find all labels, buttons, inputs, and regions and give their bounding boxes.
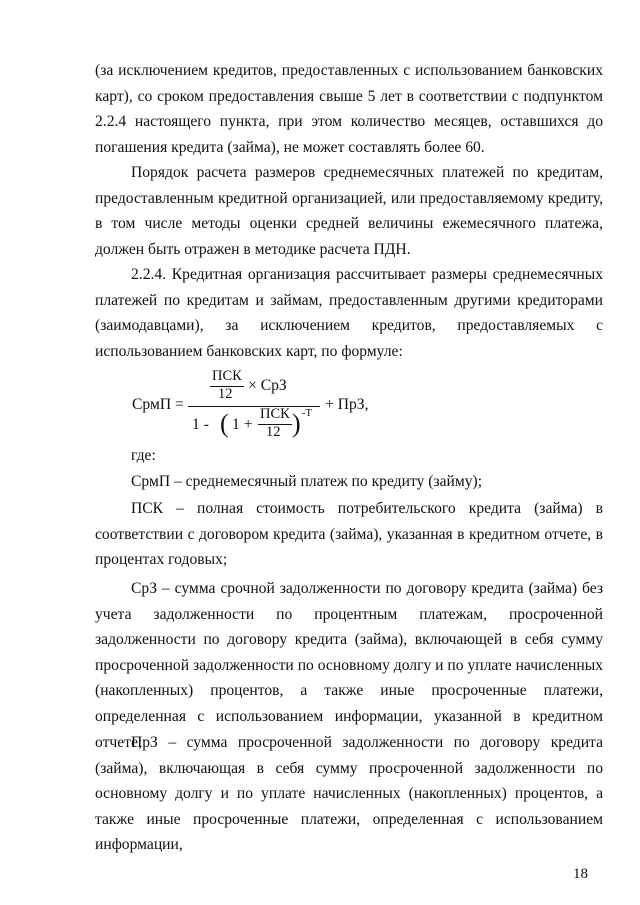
formula-den-12: 12 <box>266 424 281 440</box>
paragraph-calculation-order: Порядок расчета размеров среднемесячных платежей по кредитам, предоставленным кредитной организацией, или предоставляемому кредиту, в том числе методы оценки средней величины ежемесячного платежа, должен быть отражен в методике расчета ПДН. <box>95 164 603 258</box>
page-number: 18 <box>573 866 588 882</box>
formula-plus-prz: + ПрЗ, <box>325 396 369 413</box>
definition-srmp: СрмП – среднемесячный платеж по кредиту (займу); <box>131 473 483 490</box>
formula-num-12: 12 <box>218 386 233 402</box>
definition-srz: СрЗ – сумма срочной задолженности по договору кредита (займа) без учета задолженности по процентным платежам, просроченной задолженности по договору кредита (займа), включающей в себя сумму просроченной задолженности по основному долгу и по уплате начисленных (накопленных) процентов, а также иные просроченные платежи, определенная с использованием информации, указанной в кредитном отчете; <box>95 580 603 751</box>
definition-psk: ПСК – полная стоимость потребительского кредита (займа) в соответствии с договором кредита (займа), указанная в кредитном отчете, в процентах годовых; <box>95 500 603 569</box>
where-label: где: <box>131 447 156 464</box>
paragraph-continuation: (за исключением кредитов, предоставленных с использованием банковских карт), со сроком предоставления свыше 5 лет в соответствии с подпунктом 2.2.4 настоящего пункта, при этом количество месяцев, оставшихся до погашения кредита (займа), не может составлять более 60. <box>95 62 603 156</box>
formula-average-monthly-payment <box>132 368 392 444</box>
paragraph-2-2-4: 2.2.4. Кредитная организация рассчитывает размеры среднемесячных платежей по кредитам и займам, предоставленным другими кредиторами (заимодавцами), за исключением кредитов, предоставляемых с использованием банковских карт, по формуле: <box>95 266 603 360</box>
formula-num-psk: ПСК <box>212 368 242 384</box>
formula-exponent: -Т <box>302 408 312 419</box>
formula-den-one-plus: 1 + <box>232 416 253 433</box>
formula-den-one-minus: 1 - <box>192 416 209 433</box>
formula-den-psk: ПСК <box>260 406 290 422</box>
formula-main-fraction-bar <box>188 406 320 407</box>
formula-den-open-paren: ( <box>220 409 229 438</box>
definition-prz: ПрЗ – сумма просроченной задолженности по договору кредита (займа), включающая в себя сумму просроченной задолженности по основному долгу и по уплате начисленных (накопленных) процентов, а также иные просроченные платежи, определенная с использованием информации, <box>95 734 603 854</box>
formula-num-times-srz: × СрЗ <box>248 377 287 394</box>
formula-den-close-paren: ) <box>292 409 301 438</box>
formula-lhs: СрмП = <box>132 396 184 413</box>
